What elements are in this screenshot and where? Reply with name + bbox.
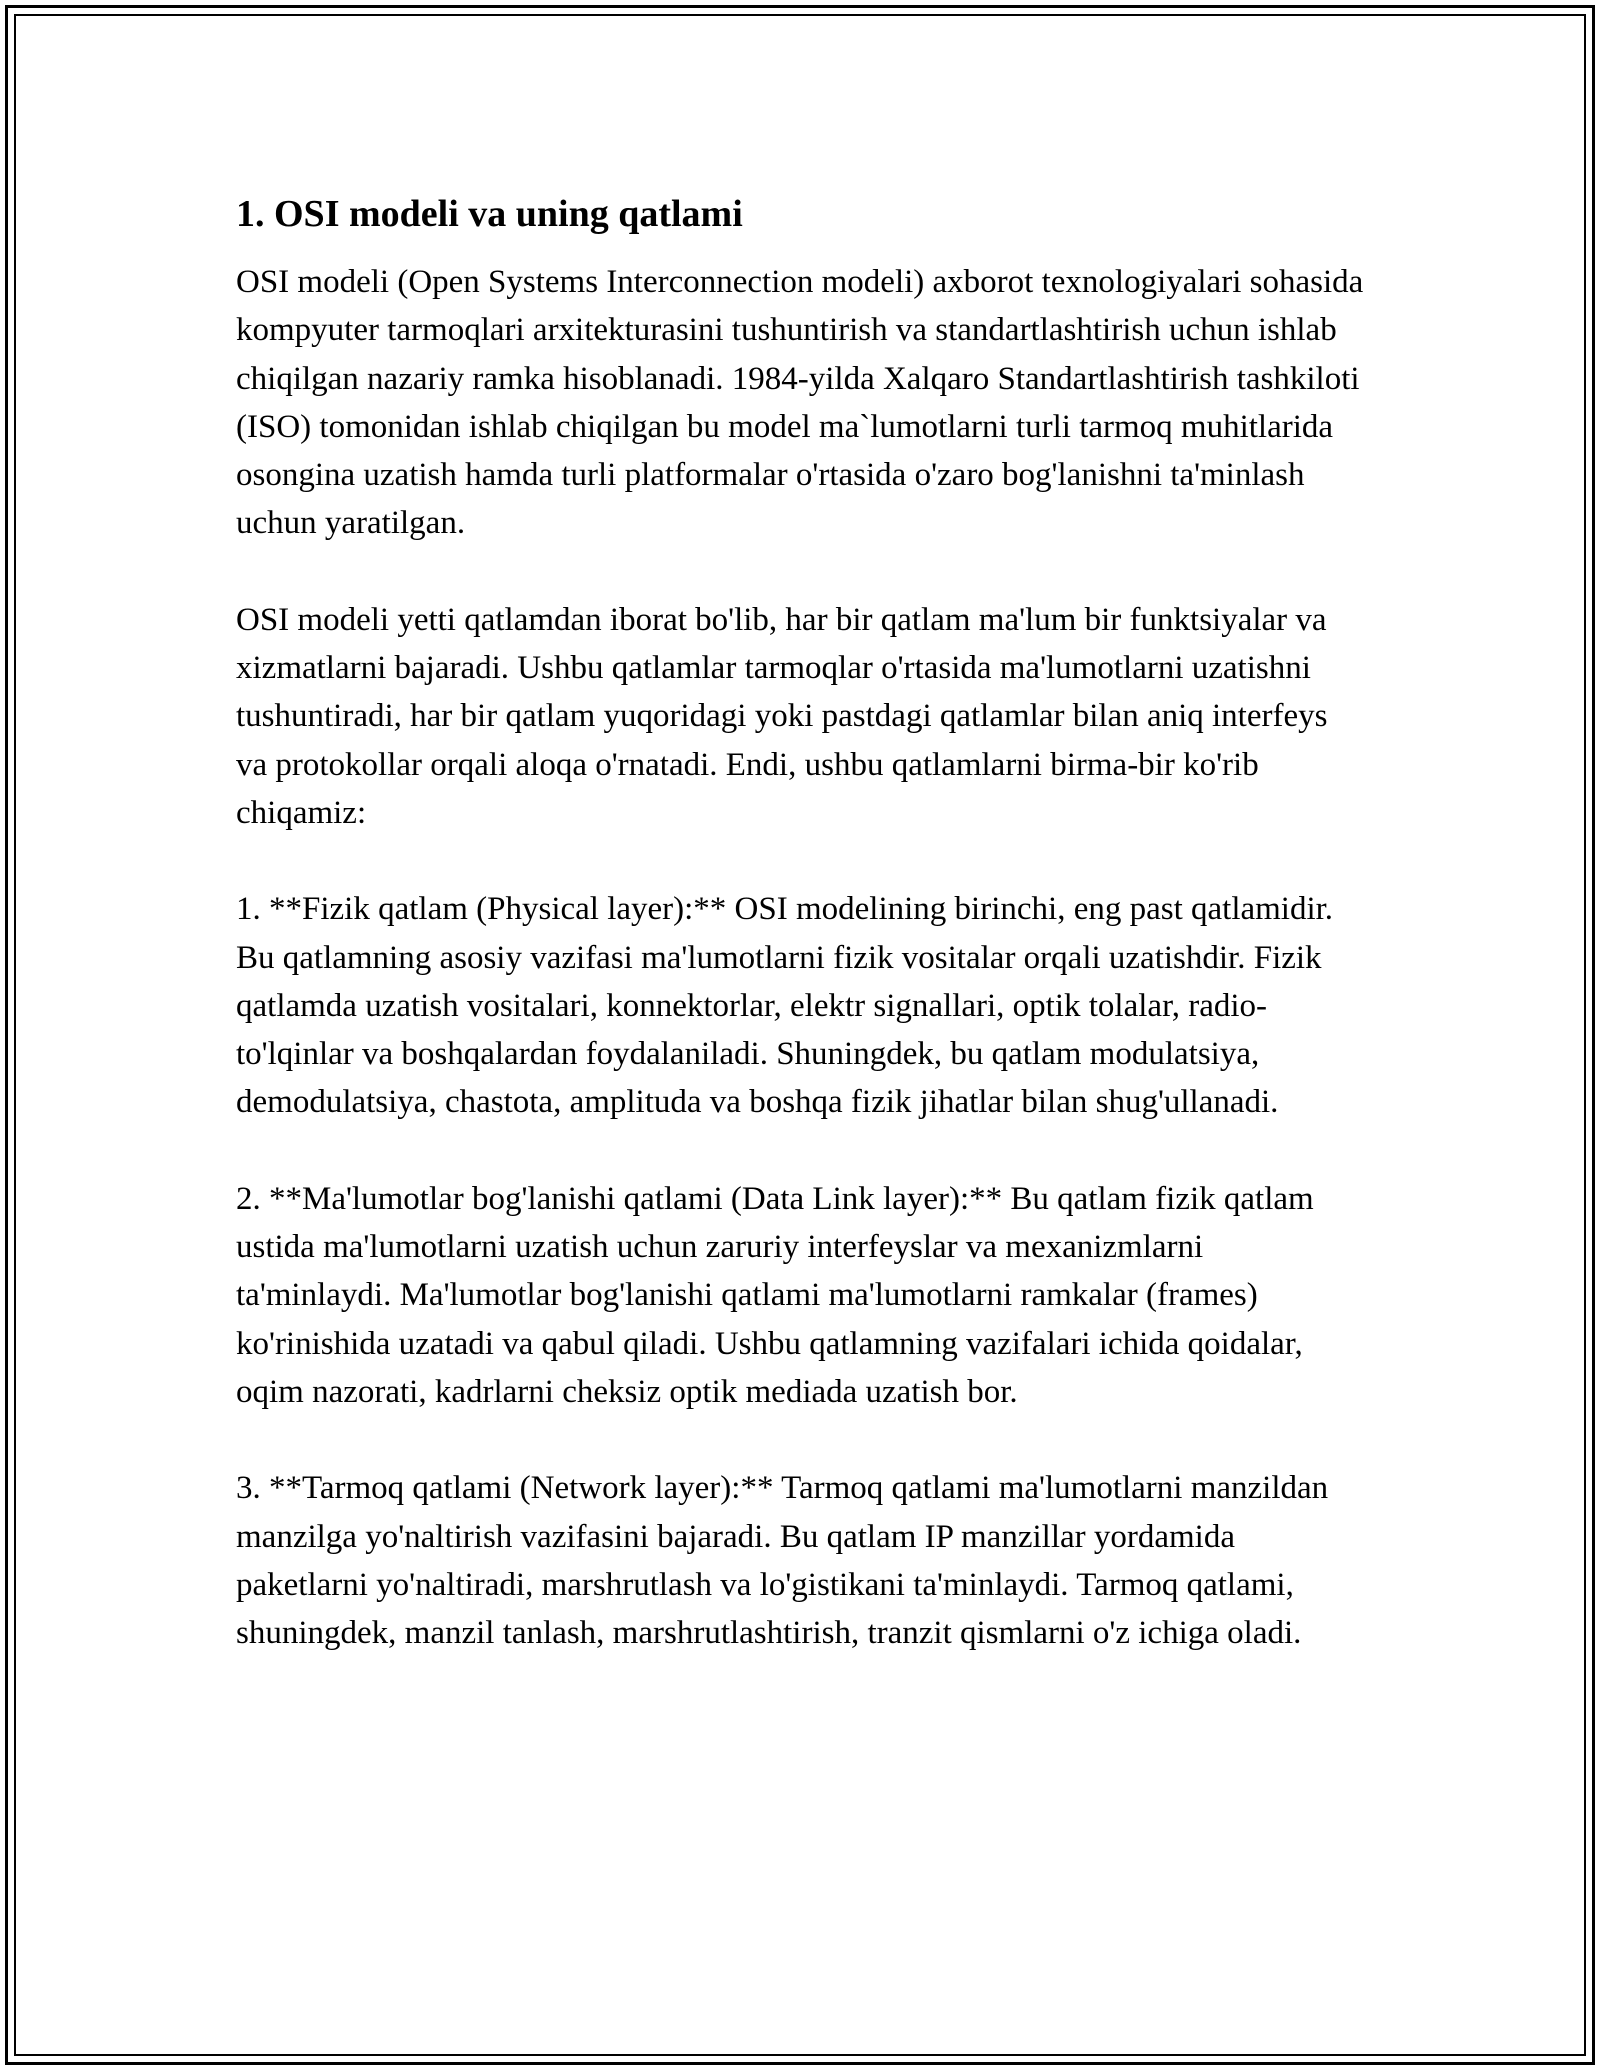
document-body xyxy=(236,186,1366,1705)
paragraph-network-layer: 3. **Tarmoq qatlami (Network layer):** Tarmoq qatlami ma'lumotlarni manzildan manzilga yo'naltirish vazifasini bajaradi. Bu qatlam IP manzillar yordamida paketlarni yo'naltiradi, marshrutlash va lo'gistikani ta'minlaydi. Tarmoq qatlami, shuningdek, manzil tanlash, marshrutlashtirish, tranzit qismlarni o'z ichiga oladi. xyxy=(236,1470,1329,1652)
document-heading: 1. OSI modeli va uning qatlami xyxy=(236,193,743,235)
paragraph-intro: OSI modeli (Open Systems Interconnection modeli) axborot texnologiyalari sohasida kompyuter tarmoqlari arxitekturasini tushuntirish va standartlashtirish uchun ishlab chiqilgan nazariy ramka hisoblanadi. 1984-yilda Xalqaro Standartlashtirish tashkiloti (ISO) tomonidan ishlab chiqilgan bu model ma`lumotlarni turli tarmoq muhitlarida osongina uzatish hamda turli platformalar o'rtasida o'zaro bog'lanishni ta'minlash uchun yaratilgan. xyxy=(236,264,1364,542)
paragraph-overview: OSI modeli yetti qatlamdan iborat bo'lib, har bir qatlam ma'lum bir funktsiyalar va xizmatlarni bajaradi. Ushbu qatlamlar tarmoqlar o'rtasida ma'lumotlarni uzatishni tushuntiradi, har bir qatlam yuqoridagi yoki pastdagi qatlamlar bilan aniq interfeys va protokollar orqali aloqa o'rnatadi. Endi, ushbu qatlamlarni birma-bir ko'rib chiqamiz: xyxy=(236,601,1328,831)
paragraph-data-link-layer: 2. **Ma'lumotlar bog'lanishi qatlami (Data Link layer):** Bu qatlam fizik qatlam ustida ma'lumotlarni uzatish uchun zaruriy interfeyslar va mexanizmlarni ta'minlaydi. Ma'lumotlar bog'lanishi qatlami ma'lumotlarni ramkalar (frames) ko'rinishida uzatadi va qabul qiladi. Ushbu qatlamning vazifalari ichida qoidalar, oqim nazorati, kadrlarni cheksiz optik mediada uzatish bor. xyxy=(236,1180,1314,1410)
paragraph-physical-layer: 1. **Fizik qatlam (Physical layer):** OSI modelining birinchi, eng past qatlamidir. Bu qatlamning asosiy vazifasi ma'lumotlarni fizik vositalar orqali uzatishdir. Fizik qatlamda uzatish vositalari, konnektorlar, elektr signallari, optik tolalar, radio-to'lqinlar va boshqalardan foydalaniladi. Shuningdek, bu qatlam modulatsiya, demodulatsiya, chastota, amplituda va boshqa fizik jihatlar bilan shug'ullanadi. xyxy=(236,891,1334,1121)
